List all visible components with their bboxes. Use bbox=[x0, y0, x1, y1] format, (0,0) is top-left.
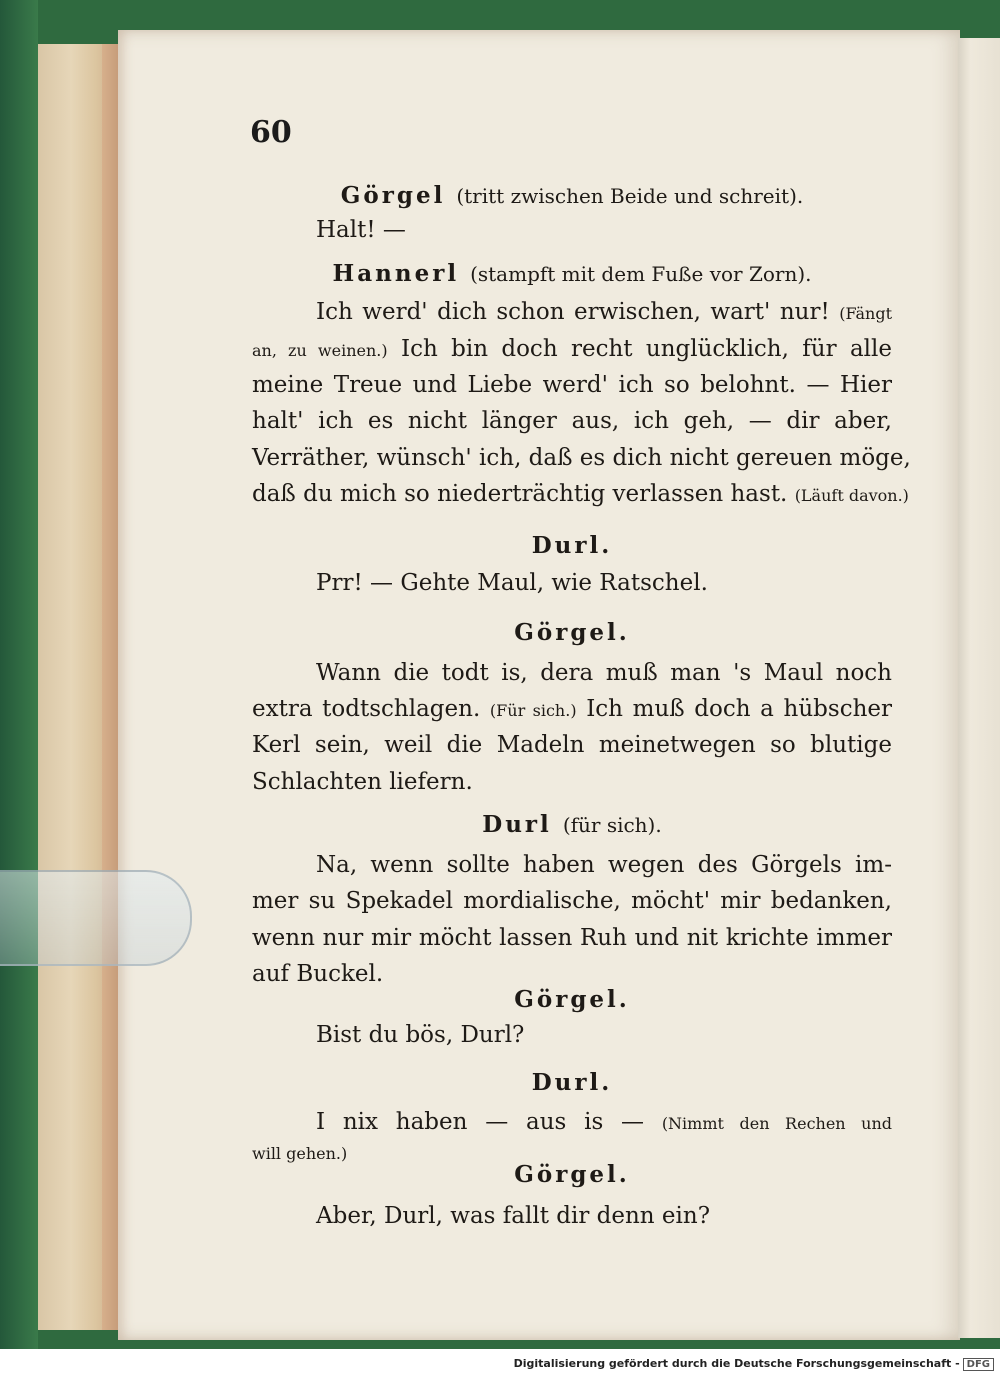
text-line: Verräther, wünsch' ich, daß es dich nicht gereuen möge, bbox=[252, 445, 911, 471]
text-line: I nix haben — aus is — (Nimmt den Rechen und bbox=[316, 1109, 893, 1135]
footer-bar bbox=[0, 1349, 1000, 1377]
text-line: meine Treue und Liebe werd' ich so belohnt. — Hier bbox=[252, 372, 892, 398]
speaker-line: Görgel. bbox=[514, 986, 630, 1013]
text-line: Kerl sein, weil die Madeln meinetwegen so blutige bbox=[252, 732, 892, 758]
text-line: Halt! — bbox=[316, 217, 406, 243]
speaker-line: Durl. bbox=[531, 1069, 613, 1096]
stage-direction: (Fängt bbox=[839, 304, 892, 323]
stage-direction: (tritt zwischen Beide und schreit). bbox=[456, 184, 804, 208]
funding-credit: Digitalisierung gefördert durch die Deutsche Forschungsgemeinschaft - DFG bbox=[514, 1357, 994, 1371]
text-line: extra todtschlagen. (Für sich.) Ich muß doch a hübscher bbox=[252, 696, 892, 722]
text-line: Bist du bös, Durl? bbox=[316, 1022, 525, 1048]
stage-direction: will gehen.) bbox=[252, 1144, 348, 1163]
speaker-name: Durl bbox=[482, 811, 552, 838]
text-line: Ich werd' dich schon erwischen, wart' nur! (Fängt bbox=[316, 299, 892, 325]
text-line: Wann die todt is, dera muß man 's Maul noch bbox=[316, 660, 892, 686]
text-line: Na, wenn sollte haben wegen des Görgels im- bbox=[316, 852, 892, 878]
stage-direction: (Für sich.) bbox=[489, 701, 577, 720]
glass-page-weight bbox=[0, 870, 192, 966]
speaker-name: Görgel bbox=[340, 182, 446, 209]
stage-direction: (Läuft davon.) bbox=[794, 486, 909, 505]
stage-direction: (für sich). bbox=[562, 813, 662, 837]
stage-direction: (stampft mit dem Fuße vor Zorn). bbox=[470, 262, 812, 286]
text-line: mer su Spekadel mordialische, möcht' mir bedanken, bbox=[252, 888, 892, 914]
speaker-line bbox=[252, 258, 892, 290]
speaker-line bbox=[252, 809, 892, 841]
speaker-line: Görgel. bbox=[514, 619, 630, 646]
speaker-line bbox=[252, 180, 892, 212]
text-line: Prr! — Gehte Maul, wie Ratschel. bbox=[316, 570, 708, 596]
text-line: daß du mich so niederträchtig verlassen hast. (Läuft davon.) bbox=[252, 481, 909, 507]
text-line: an, zu weinen.) Ich bin doch recht unglücklich, für alle bbox=[252, 336, 893, 362]
text-line: halt' ich es nicht länger aus, ich geh, — dir aber, bbox=[252, 408, 892, 434]
stage-direction: (Nimmt den Rechen und bbox=[661, 1114, 893, 1133]
text-line: Aber, Durl, was fallt dir denn ein? bbox=[316, 1203, 711, 1229]
page-stack-edge bbox=[38, 44, 121, 1330]
speaker-line: Durl. bbox=[531, 532, 613, 559]
speaker-line: Görgel. bbox=[514, 1161, 630, 1188]
text-line: auf Buckel. bbox=[252, 961, 384, 987]
text-line: Schlachten liefern. bbox=[252, 769, 473, 795]
speaker-name: Hannerl bbox=[332, 260, 460, 287]
facing-page-edge bbox=[958, 38, 1000, 1338]
page-number: 60 bbox=[250, 115, 292, 150]
text-line: wenn nur mir möcht lassen Ruh und nit krichte immer bbox=[252, 925, 892, 951]
book-cover-edge bbox=[0, 0, 38, 1377]
stage-direction: an, zu weinen.) bbox=[252, 341, 388, 360]
dfg-logo: DFG bbox=[963, 1358, 994, 1371]
